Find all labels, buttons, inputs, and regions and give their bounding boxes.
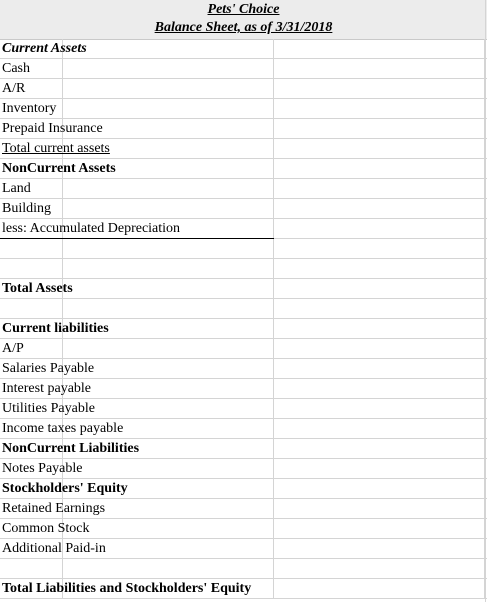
sheet-row: [0, 279, 487, 299]
spacer-cell[interactable]: [63, 459, 274, 479]
amount-cell[interactable]: [274, 499, 485, 519]
amount-cell[interactable]: [274, 319, 485, 339]
sheet-row: [0, 319, 487, 339]
sheet-row: [0, 519, 487, 539]
company-name: Pets' Choice: [207, 2, 280, 17]
amount-cell[interactable]: [274, 139, 485, 159]
row-label: Income taxes payable: [2, 421, 124, 436]
amount-cell[interactable]: [274, 359, 485, 379]
spacer-cell[interactable]: [63, 259, 274, 279]
amount-cell[interactable]: [274, 559, 485, 579]
title-band: [0, 0, 487, 40]
sheet-row: [0, 479, 487, 499]
row-label: Prepaid Insurance: [2, 121, 103, 136]
row-label: Building: [2, 201, 52, 216]
row-label: A/P: [2, 341, 24, 356]
row-label: Utilities Payable: [2, 401, 95, 416]
row-label: less: Accumulated Depreciation: [2, 221, 181, 236]
sheet-row: [0, 79, 487, 99]
row-label: Cash: [2, 61, 30, 76]
spacer-cell[interactable]: [63, 79, 274, 99]
sheet-row: [0, 459, 487, 479]
sheet-row: [0, 299, 487, 319]
amount-cell[interactable]: [274, 339, 485, 359]
row-label: A/R: [2, 81, 26, 96]
sheet-row: [0, 579, 487, 599]
sheet-row: [0, 59, 487, 79]
amount-cell[interactable]: [274, 179, 485, 199]
sheet-row: [0, 119, 487, 139]
label-cell[interactable]: [0, 259, 63, 279]
amount-cell[interactable]: [274, 399, 485, 419]
sheet-row: [0, 339, 487, 359]
spacer-cell[interactable]: [63, 39, 274, 59]
row-label: NonCurrent Assets: [2, 161, 116, 176]
amount-cell[interactable]: [274, 419, 485, 439]
amount-cell[interactable]: [274, 219, 485, 239]
spacer-cell[interactable]: [63, 199, 274, 219]
amount-cell[interactable]: [274, 239, 485, 259]
amount-cell[interactable]: [274, 79, 485, 99]
sheet-row: [0, 379, 487, 399]
row-label: Current liabilities: [2, 321, 109, 336]
sheet-row: [0, 179, 487, 199]
row-label: Additional Paid-in: [2, 541, 106, 556]
sheet-row: [0, 139, 487, 159]
row-label: Notes Payable: [2, 461, 83, 476]
amount-cell[interactable]: [274, 119, 485, 139]
sheet-row: [0, 199, 487, 219]
spacer-cell[interactable]: [63, 379, 274, 399]
amount-cell[interactable]: [274, 279, 485, 299]
sheet-row: [0, 219, 487, 239]
row-label: Inventory: [2, 101, 57, 116]
balance-sheet-grid: [0, 39, 487, 599]
sheet-row: [0, 159, 487, 179]
amount-cell[interactable]: [274, 459, 485, 479]
row-label: Current Assets: [2, 41, 87, 56]
amount-cell[interactable]: [274, 259, 485, 279]
sheet-row: [0, 559, 487, 579]
sheet-row: [0, 399, 487, 419]
amount-cell[interactable]: [274, 59, 485, 79]
amount-cell[interactable]: [274, 299, 485, 319]
row-label: Interest payable: [2, 381, 92, 396]
subtotal-rule: [0, 238, 274, 239]
sheet-row: [0, 99, 487, 119]
amount-cell[interactable]: [274, 379, 485, 399]
row-label: Common Stock: [2, 521, 90, 536]
amount-cell[interactable]: [274, 439, 485, 459]
row-label: Stockholders' Equity: [2, 481, 128, 496]
spacer-cell[interactable]: [63, 519, 274, 539]
sheet-row: [0, 539, 487, 559]
statement-title: Balance Sheet, as of 3/31/2018: [154, 20, 333, 35]
amount-cell[interactable]: [274, 39, 485, 59]
sheet-row: [0, 39, 487, 59]
amount-cell[interactable]: [274, 99, 485, 119]
spacer-cell[interactable]: [63, 179, 274, 199]
spacer-cell[interactable]: [63, 359, 274, 379]
row-label: Retained Earnings: [2, 501, 106, 516]
sheet-row: [0, 419, 487, 439]
row-label: Total Assets: [2, 281, 73, 296]
amount-cell[interactable]: [274, 199, 485, 219]
amount-cell[interactable]: [274, 519, 485, 539]
row-label: Total current assets: [2, 141, 110, 156]
sheet-row: [0, 259, 487, 279]
spacer-cell[interactable]: [63, 299, 274, 319]
row-label: Land: [2, 181, 31, 196]
spacer-cell[interactable]: [63, 339, 274, 359]
row-label: Total Liabilities and Stockholders' Equity: [2, 581, 252, 596]
label-cell[interactable]: [0, 559, 63, 579]
sheet-row: [0, 439, 487, 459]
spacer-cell[interactable]: [63, 559, 274, 579]
amount-cell[interactable]: [274, 159, 485, 179]
spacer-cell[interactable]: [63, 59, 274, 79]
amount-cell[interactable]: [274, 479, 485, 499]
amount-cell[interactable]: [274, 539, 485, 559]
spacer-cell[interactable]: [63, 99, 274, 119]
sheet-row: [0, 359, 487, 379]
row-label: NonCurrent Liabilities: [2, 441, 140, 456]
amount-cell[interactable]: [274, 579, 485, 599]
spacer-cell[interactable]: [63, 239, 274, 259]
label-cell[interactable]: [0, 299, 63, 319]
spacer-cell[interactable]: [63, 279, 274, 299]
row-label: Salaries Payable: [2, 361, 95, 376]
sheet-row: [0, 499, 487, 519]
sheet-row: [0, 239, 487, 259]
label-cell[interactable]: [0, 239, 63, 259]
